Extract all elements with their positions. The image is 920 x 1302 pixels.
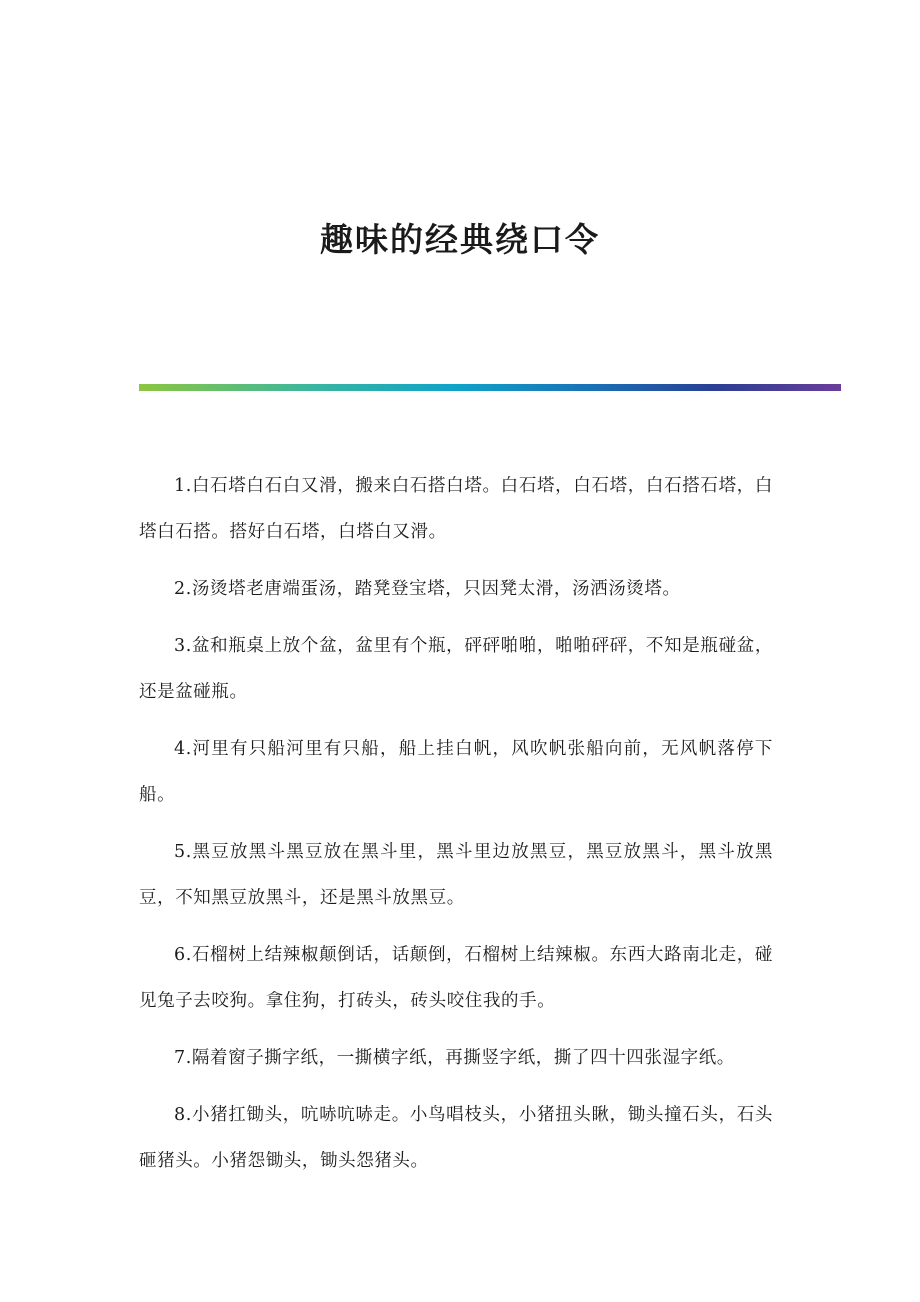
document-title: 趣味的经典绕口令 [320,220,600,259]
paragraph-8: 8.小猪扛锄头，吭哧吭哧走。小鸟唱枝头，小猪扭头瞅，锄头撞石头，石头砸猪头。小猪怨锄头，锄头怨猪头。 [139,1105,773,1171]
paragraph-1: 1.白石塔白石白又滑，搬来白石搭白塔。白石塔，白石塔，白石搭石塔，白塔白石搭。搭好白石塔，白塔白又滑。 [139,476,773,542]
paragraph-3: 3.盆和瓶桌上放个盆，盆里有个瓶，砰砰啪啪，啪啪砰砰，不知是瓶碰盆，还是盆碰瓶。 [139,636,773,702]
paragraph-2: 2.汤烫塔老唐端蛋汤，踏凳登宝塔，只因凳太滑，汤洒汤烫塔。 [174,579,681,599]
paragraph-6: 6.石榴树上结辣椒颠倒话，话颠倒，石榴树上结辣椒。东西大路南北走，碰见兔子去咬狗。拿住狗，打砖头，砖头咬住我的手。 [139,945,773,1011]
document-body [139,463,773,1195]
paragraph-4: 4.河里有只船河里有只船，船上挂白帆，风吹帆张船向前，无风帆落停下船。 [139,739,773,805]
paragraph-7: 7.隔着窗子撕字纸，一撕横字纸，再撕竖字纸，撕了四十四张湿字纸。 [174,1048,735,1068]
gradient-divider [139,384,841,391]
paragraph-5: 5.黑豆放黑斗黑豆放在黑斗里，黑斗里边放黑豆，黑豆放黑斗，黑斗放黑豆，不知黑豆放黑斗，还是黑斗放黑豆。 [139,842,773,908]
